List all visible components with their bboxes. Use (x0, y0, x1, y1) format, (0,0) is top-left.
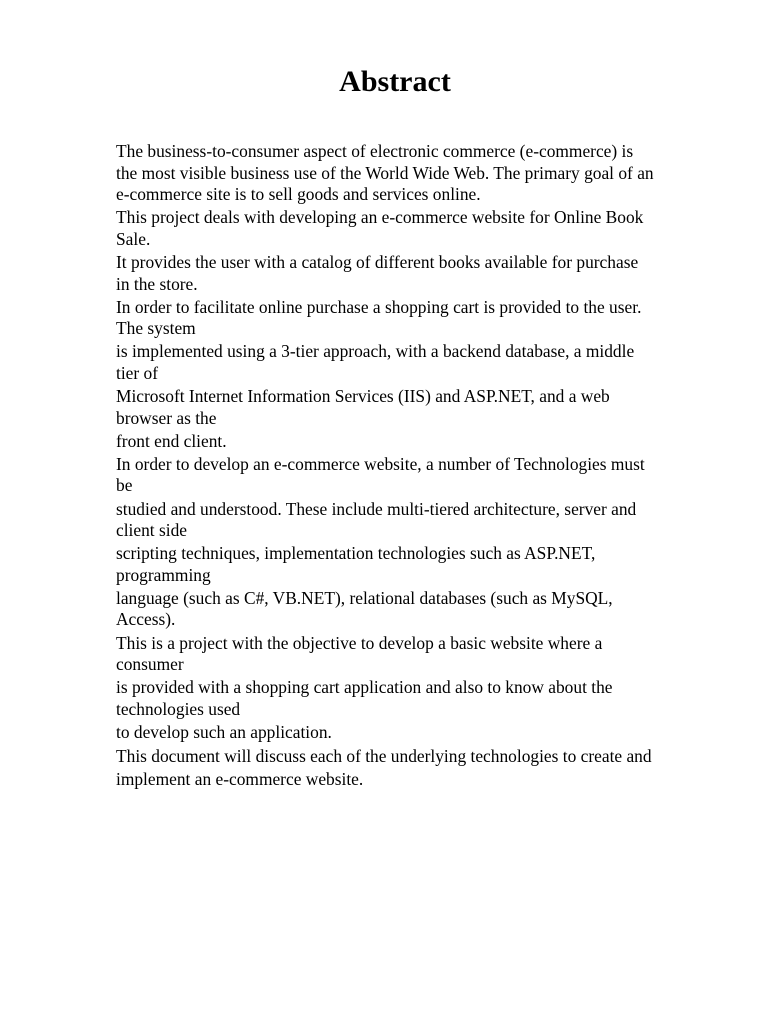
paragraph-line: be (116, 475, 133, 496)
paragraph-line: scripting techniques, implementation technologies such as ASP.NET, (116, 543, 596, 564)
paragraph-line: programming (116, 564, 211, 585)
paragraph-line: consumer (116, 654, 184, 675)
paragraph-15 (116, 745, 680, 791)
abstract-body (116, 141, 680, 793)
paragraph-line: in the store. (116, 273, 198, 294)
paragraph-line: This document will discuss each of the underlying technologies to create and (116, 746, 652, 767)
paragraph-14 (116, 722, 680, 744)
paragraph-13 (116, 677, 680, 720)
paragraph-line: In order to develop an e-commerce website, a number of Technologies must (116, 453, 645, 474)
page-title: Abstract (339, 65, 451, 98)
paragraph-line: language (such as C#, VB.NET), relational databases (such as MySQL, (116, 587, 613, 608)
paragraph-line: tier of (116, 362, 159, 383)
paragraph-10 (116, 543, 680, 586)
paragraph-line: This is a project with the objective to develop a basic website where a (116, 632, 603, 653)
paragraph-4 (116, 297, 680, 340)
paragraph-line: The business-to-consumer aspect of electronic commerce (e-commerce) is (116, 141, 634, 161)
paragraph-line: implement an e-commerce website. (116, 769, 364, 790)
paragraph-2 (116, 207, 680, 250)
paragraph-line: Sale. (116, 228, 151, 249)
paragraph-9 (116, 499, 680, 542)
paragraph-1 (116, 141, 680, 206)
paragraph-line: studied and understood. These include multi-tiered architecture, server and (116, 498, 637, 519)
paragraph-5 (116, 341, 680, 384)
paragraph-line: Microsoft Internet Information Services (IIS) and ASP.NET, and a web (116, 386, 610, 407)
paragraph-line: to develop such an application. (116, 721, 332, 742)
paragraph-7 (116, 431, 680, 453)
paragraph-8 (116, 454, 680, 497)
paragraph-line: Access). (116, 609, 176, 630)
paragraph-line: is implemented using a 3-tier approach, with a backend database, a middle (116, 341, 635, 362)
paragraph-line: is provided with a shopping cart application and also to know about the (116, 677, 613, 698)
paragraph-line: client side (116, 520, 187, 541)
paragraph-line: It provides the user with a catalog of different books available for purchase (116, 251, 639, 272)
paragraph-line: the most visible business use of the World Wide Web. The primary goal of an (116, 162, 654, 183)
paragraph-line: In order to facilitate online purchase a shopping cart is provided to the user. (116, 296, 642, 317)
paragraph-line: front end client. (116, 430, 227, 451)
paragraph-11 (116, 588, 680, 631)
paragraph-3 (116, 252, 680, 295)
paragraph-line: This project deals with developing an e-commerce website for Online Book (116, 207, 644, 228)
paragraph-line: technologies used (116, 698, 241, 719)
paragraph-line: The system (116, 318, 196, 339)
paragraph-line: e-commerce site is to sell goods and services online. (116, 184, 481, 205)
paragraph-6 (116, 386, 680, 429)
paragraph-line: browser as the (116, 407, 217, 428)
paragraph-12 (116, 633, 680, 676)
